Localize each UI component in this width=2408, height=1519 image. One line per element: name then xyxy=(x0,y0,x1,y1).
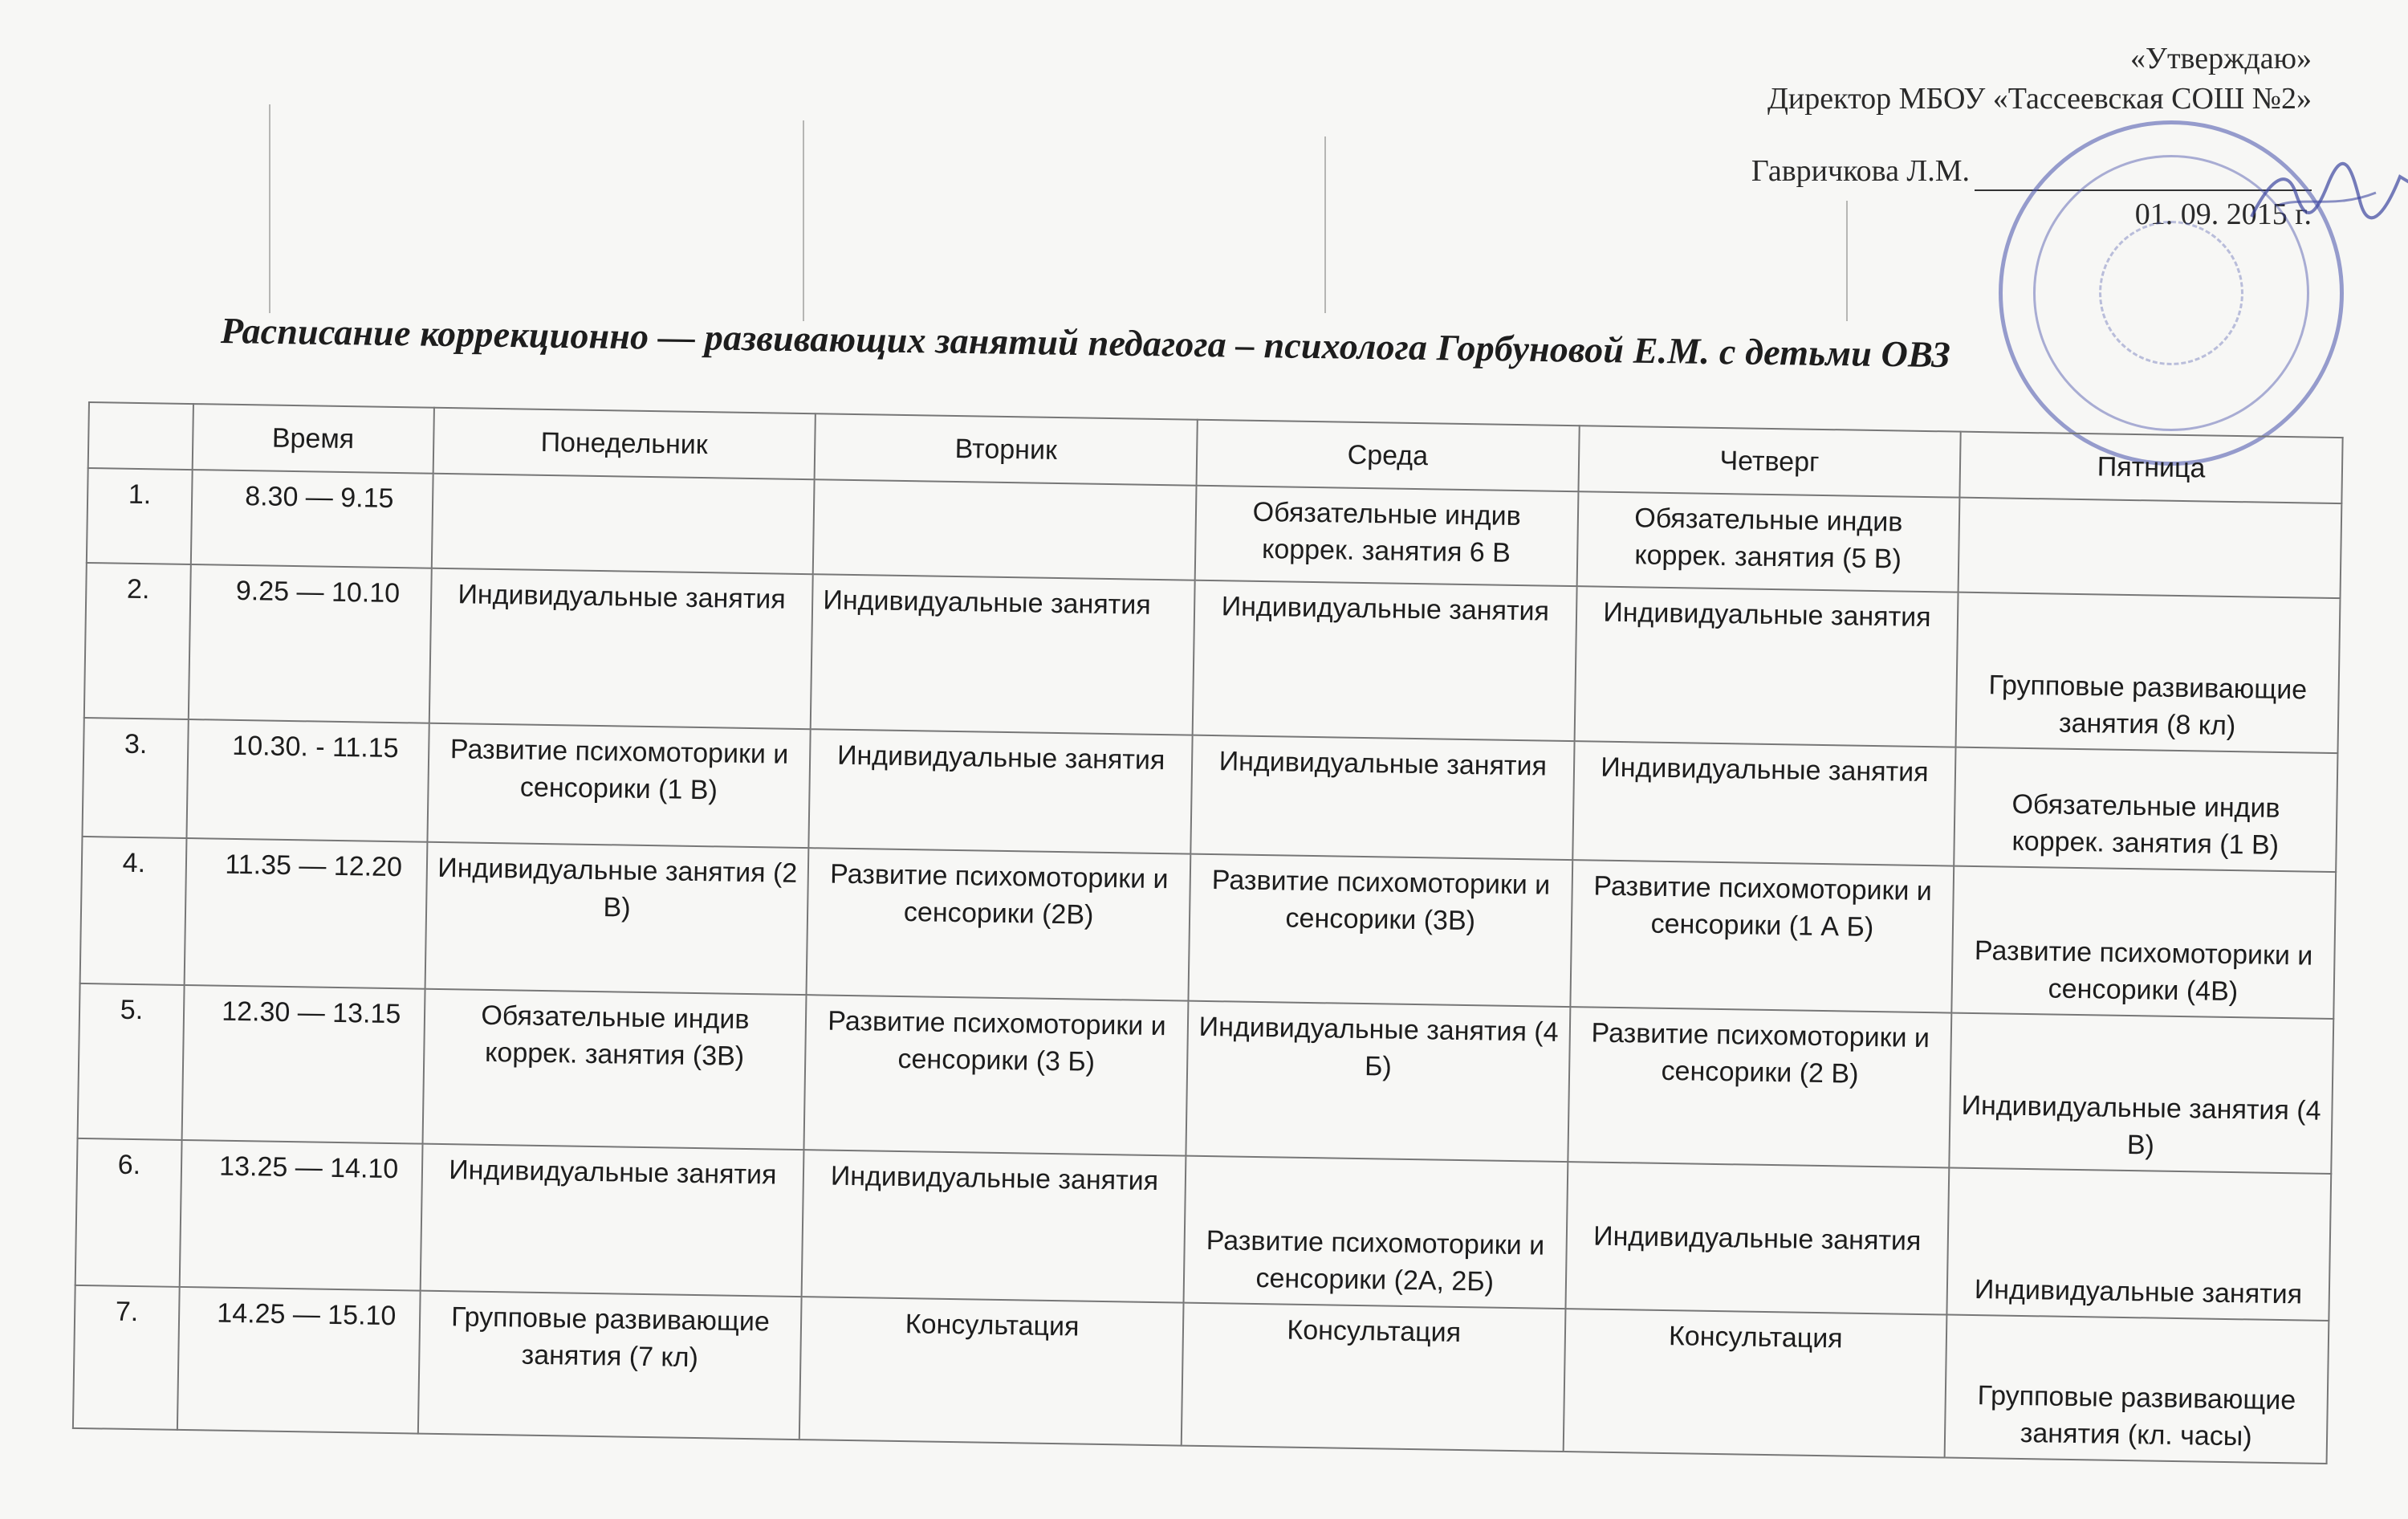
cell-thursday: Индивидуальные занятия xyxy=(1565,1162,1949,1314)
cell-tuesday xyxy=(813,479,1196,580)
row-number: 4. xyxy=(80,837,187,985)
scan-line xyxy=(803,120,804,321)
row-number: 6. xyxy=(75,1138,182,1287)
cell-monday: Индивидуальные занятия xyxy=(429,568,813,729)
cell-friday: Развитие психомоторики и сенсорики (4В) xyxy=(1952,866,2337,1019)
cell-tuesday: Индивидуальные занятия xyxy=(802,1150,1186,1302)
cell-thursday: Консультация xyxy=(1563,1309,1946,1457)
header-cell-time: Время xyxy=(193,404,434,474)
page-title: Расписание коррекционно — развивающих занятий педагога – психолога Горбуновой Е.М. с детьми ОВЗ xyxy=(220,310,1951,376)
cell-wednesday: Индивидуальные занятия xyxy=(1193,580,1577,741)
row-time: 14.25 — 15.10 xyxy=(177,1287,420,1434)
header-cell-friday: Пятница xyxy=(1960,432,2343,503)
cell-tuesday: Развитие психомоторики и сенсорики (3 Б) xyxy=(804,995,1189,1155)
row-number: 7. xyxy=(73,1285,180,1430)
cell-tuesday: Развитие психомоторики и сенсорики (2В) xyxy=(807,848,1190,1000)
cell-tuesday: Консультация xyxy=(799,1297,1183,1445)
cell-wednesday: Развитие психомоторики и сенсорики (2А, 2Б) xyxy=(1183,1156,1567,1309)
header-cell-num xyxy=(88,402,193,470)
cell-monday: Индивидуальные занятия xyxy=(420,1144,803,1297)
cell-tuesday: Индивидуальные занятия xyxy=(809,729,1193,853)
cell-tuesday: Индивидуальные занятия xyxy=(811,574,1195,735)
handwritten-signature-icon xyxy=(2247,161,2408,233)
approval-header: «Утверждаю» xyxy=(2130,42,2312,75)
cell-monday: Групповые развивающие занятия (7 кл) xyxy=(417,1291,801,1440)
cell-monday: Развитие психомоторики и сенсорики (1 В) xyxy=(427,723,811,848)
cell-friday: Индивидуальные занятия (4 В) xyxy=(1950,1013,2334,1174)
cell-thursday: Индивидуальные занятия xyxy=(1574,586,1959,747)
approval-position: Директор МБОУ «Тассеевская СОШ №2» xyxy=(1767,82,2312,116)
row-time: 11.35 — 12.20 xyxy=(184,838,427,989)
cell-friday xyxy=(1959,498,2342,598)
cell-thursday: Развитие психомоторики и сенсорики (2 В) xyxy=(1568,1007,1952,1167)
approval-name: Гавричкова Л.М. xyxy=(1751,154,1970,188)
row-number: 2. xyxy=(84,563,191,719)
cell-thursday: Индивидуальные занятия xyxy=(1572,741,1956,865)
header-cell-thursday: Четверг xyxy=(1578,426,1961,497)
cell-friday: Обязательные индив коррек. занятия (1 В) xyxy=(1954,747,2337,872)
row-time: 13.25 — 14.10 xyxy=(180,1140,423,1291)
scan-line xyxy=(1324,136,1326,313)
cell-friday: Индивидуальные занятия xyxy=(1947,1168,2332,1321)
row-number: 5. xyxy=(78,983,185,1140)
cell-monday xyxy=(431,474,814,574)
cell-thursday: Обязательные индив коррек. занятия (5 В) xyxy=(1576,491,1959,592)
row-time: 9.25 — 10.10 xyxy=(189,564,432,723)
cell-monday: Обязательные индив коррек. занятия (3В) xyxy=(422,989,807,1150)
row-time: 8.30 — 9.15 xyxy=(191,470,433,568)
row-number: 1. xyxy=(87,468,193,564)
row-time: 12.30 — 13.15 xyxy=(181,985,425,1144)
cell-thursday: Развитие психомоторики и сенсорики (1 А Б) xyxy=(1570,860,1954,1012)
row-time: 10.30. - 11.15 xyxy=(186,719,429,842)
approval-date: 01. 09. 2015 г. xyxy=(2134,198,2312,231)
header-cell-wednesday: Среда xyxy=(1196,420,1579,491)
cell-wednesday: Консультация xyxy=(1182,1303,1565,1452)
row-number: 3. xyxy=(82,718,188,838)
cell-wednesday: Индивидуальные занятия (4 Б) xyxy=(1186,1001,1570,1162)
cell-wednesday: Индивидуальные занятия xyxy=(1190,735,1574,860)
header-cell-tuesday: Вторник xyxy=(815,413,1198,485)
cell-wednesday: Развитие психомоторики и сенсорики (3В) xyxy=(1188,854,1572,1007)
cell-wednesday: Обязательные индив коррек. занятия 6 В xyxy=(1195,486,1578,586)
cell-friday: Групповые развивающие занятия (кл. часы) xyxy=(1945,1315,2329,1464)
scan-line xyxy=(269,104,270,313)
schedule-table xyxy=(72,401,2344,1464)
cell-monday: Индивидуальные занятия (2 В) xyxy=(425,842,808,995)
cell-friday: Групповые развивающие занятия (8 кл) xyxy=(1956,593,2341,753)
header-cell-monday: Понедельник xyxy=(433,408,816,479)
